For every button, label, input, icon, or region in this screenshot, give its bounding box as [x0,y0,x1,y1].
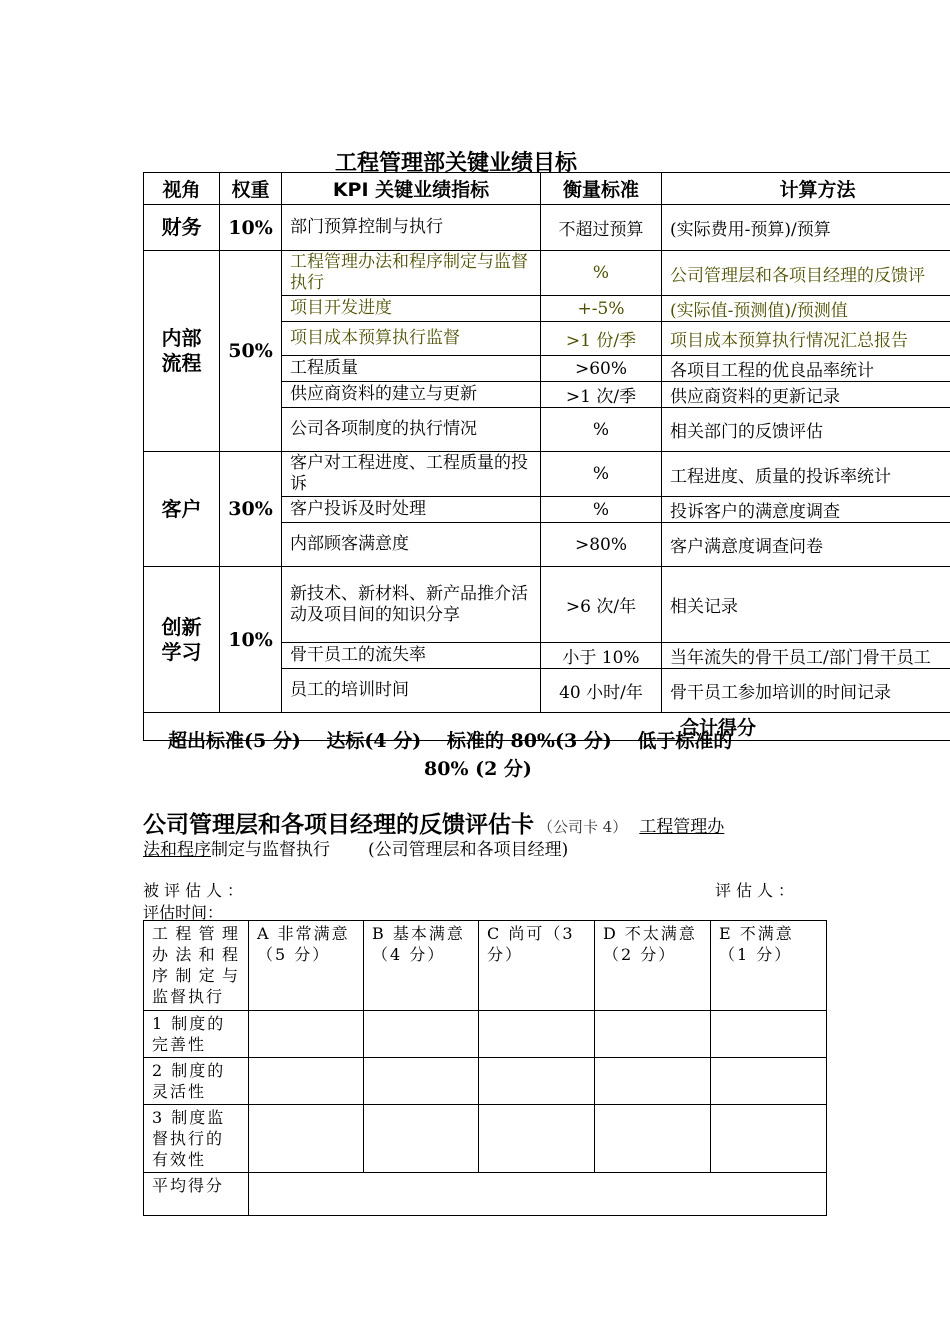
table-row [144,205,950,251]
method-cell: 骨干员工参加培训的时间记录 [662,669,950,713]
rating-cell[interactable] [711,1011,827,1058]
indicator-cell: 客户投诉及时处理 [282,497,541,523]
card-subject-part2: 法和程序 [143,840,211,860]
table-row [144,1011,827,1058]
standard-cell: 40 小时/年 [541,669,662,713]
rating-cell[interactable] [249,1058,364,1105]
card-subject-part1: 工程管理办 [639,817,725,837]
indicator-cell: 客户对工程进度、工程质量的投诉 [282,452,541,497]
indicator-cell: 工程质量 [282,356,541,382]
rating-cell[interactable] [364,1058,479,1105]
standard-cell: >60% [541,356,662,382]
perspective-cell: 财务 [144,205,220,251]
card-note: (公司管理层和各项目经理) [368,840,569,860]
indicator-cell: 骨干员工的流失率 [282,643,541,669]
card-subject-line [143,835,568,860]
standard-cell: >1 份/季 [541,322,662,356]
standard-cell: % [541,452,662,497]
total-score-label: 合计得分 [144,713,950,741]
evaluation-table [143,920,827,1216]
weight-cell: 30% [220,452,282,567]
rating-b-header: B 基本满意（4 分） [364,921,479,1011]
method-cell: 投诉客户的满意度调查 [662,497,950,523]
header-indicator: KPI 关键业绩指标 [282,173,541,205]
method-cell: 相关记录 [662,567,950,643]
scoring-legend-line2: 80% (2 分) [424,758,532,780]
card-subject-rest: 制定与监督执行 [211,840,330,860]
method-cell: 项目成本预算执行情况汇总报告 [662,322,950,356]
rating-cell[interactable] [711,1105,827,1173]
rating-cell[interactable] [595,1058,711,1105]
evaluation-item-header: 工程管理办法和程序制定与监督执行 [144,921,249,1011]
rating-c-header: C 尚可（3 分） [479,921,595,1011]
evaluator-label: 评估人： [715,881,800,900]
indicator-cell: 部门预算控制与执行 [282,205,541,251]
rating-e-header: E 不满意（1 分） [711,921,827,1011]
scoring-legend-line1: 超出标准(5 分) 达标(4 分) 标准的 80%(3 分) 低于标准的 [168,730,733,752]
standard-cell: 小于 10% [541,643,662,669]
rating-cell[interactable] [479,1105,595,1173]
rating-cell[interactable] [479,1058,595,1105]
weight-cell: 50% [220,251,282,452]
standard-cell: % [541,497,662,523]
indicator-cell: 员工的培训时间 [282,669,541,713]
indicator-cell: 内部顾客满意度 [282,523,541,567]
page-title: 工程管理部关键业绩目标 [335,151,578,176]
card-code: （公司卡 4） [538,818,628,836]
indicator-cell: 供应商资料的建立与更新 [282,382,541,408]
indicator-cell: 项目开发进度 [282,296,541,322]
indicator-cell: 公司各项制度的执行情况 [282,408,541,452]
method-cell: (实际费用-预算)/预算 [662,205,950,251]
rating-cell[interactable] [364,1011,479,1058]
method-cell: 当年流失的骨干员工/部门骨干员工 [662,643,950,669]
indicator-cell: 工程管理办法和程序制定与监督执行 [282,251,541,296]
kpi-header-row [144,173,950,205]
rating-a-header: A 非常满意（5 分） [249,921,364,1011]
rating-cell[interactable] [595,1105,711,1173]
method-cell: 工程进度、质量的投诉率统计 [662,452,950,497]
standard-cell: % [541,251,662,296]
evaluatee-label: 被评估人： [143,881,249,900]
criterion-label: 3 制度监督执行的有效性 [144,1105,249,1173]
rating-cell[interactable] [479,1011,595,1058]
rating-cell[interactable] [364,1105,479,1173]
method-cell: 相关部门的反馈评估 [662,408,950,452]
method-cell: 客户满意度调查问卷 [662,523,950,567]
table-row [144,452,950,497]
average-score-label: 平均得分 [144,1173,249,1216]
perspective-cell: 创新学习 [144,567,220,713]
table-row [144,1105,827,1173]
evaluation-time-label: 评估时间： [143,903,224,922]
table-row [144,1058,827,1105]
rating-cell[interactable] [249,1105,364,1173]
indicator-cell: 项目成本预算执行监督 [282,322,541,356]
header-perspective: 视角 [144,173,220,205]
standard-cell: 不超过预算 [541,205,662,251]
table-row [144,251,950,296]
table-row [144,567,950,643]
average-row [144,1173,827,1216]
rating-cell[interactable] [595,1011,711,1058]
perspective-cell: 客户 [144,452,220,567]
standard-cell: >6 次/年 [541,567,662,643]
kpi-table [143,172,950,741]
method-cell: 各项目工程的优良品率统计 [662,356,950,382]
standard-cell: >1 次/季 [541,382,662,408]
method-cell: (实际值-预测值)/预测值 [662,296,950,322]
criterion-label: 1 制度的完善性 [144,1011,249,1058]
weight-cell: 10% [220,567,282,713]
card-title: 公司管理层和各项目经理的反馈评估卡 [143,812,534,838]
standard-cell: +-5% [541,296,662,322]
criterion-label: 2 制度的灵活性 [144,1058,249,1105]
standard-cell: >80% [541,523,662,567]
method-cell: 供应商资料的更新记录 [662,382,950,408]
standard-cell: % [541,408,662,452]
method-cell: 公司管理层和各项目经理的反馈评 [662,251,950,296]
perspective-cell: 内部流程 [144,251,220,452]
average-score-cell[interactable] [249,1173,827,1216]
header-standard: 衡量标准 [541,173,662,205]
header-weight: 权重 [220,173,282,205]
rating-d-header: D 不太满意（2 分） [595,921,711,1011]
rating-cell[interactable] [249,1011,364,1058]
indicator-cell: 新技术、新材料、新产品推介活动及项目间的知识分享 [282,567,541,643]
header-method: 计算方法 [662,173,950,205]
evaluation-header-row [144,921,827,1011]
rating-cell[interactable] [711,1058,827,1105]
weight-cell: 10% [220,205,282,251]
